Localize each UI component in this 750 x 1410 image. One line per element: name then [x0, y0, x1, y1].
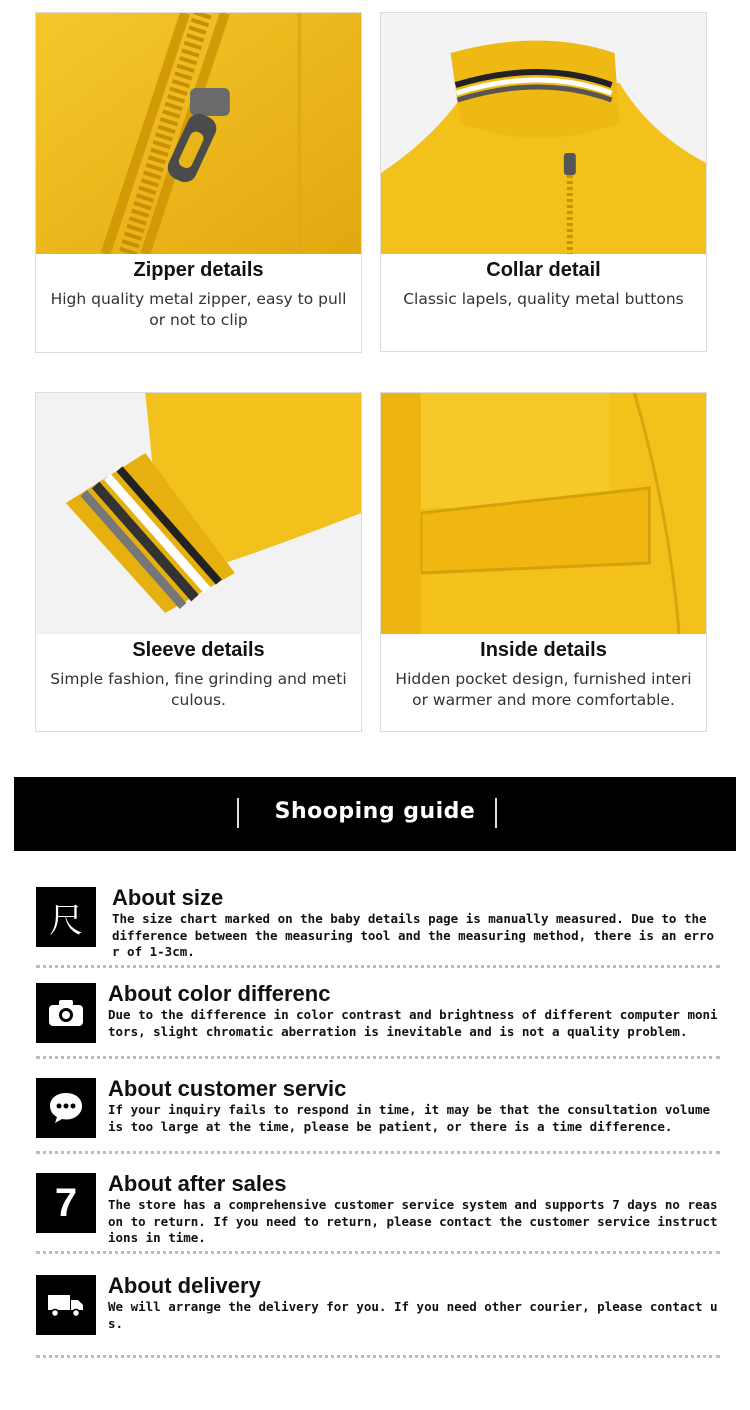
guide-body: We will arrange the delivery for you. If you need other courier, please contact us. — [108, 1299, 718, 1331]
detail-title: Zipper details — [133, 259, 264, 281]
detail-card-sleeve — [35, 392, 362, 732]
dotted-divider — [36, 1355, 720, 1358]
detail-title: Collar detail — [486, 259, 601, 281]
banner-title: Shooping guide — [274, 799, 476, 824]
dotted-divider — [36, 1251, 720, 1254]
detail-card-collar — [380, 12, 707, 352]
shopping-guide-banner — [14, 777, 736, 851]
guide-body: The store has a comprehensive customer service system and supports 7 days no reason to return. If you need to return, please contact the customer service instructions in time. — [108, 1197, 718, 1245]
guide-title: About color differenc — [108, 981, 331, 1006]
chat-bubble-icon — [36, 1078, 96, 1138]
detail-desc: Simple fashion, fine grinding and meti culous. — [50, 670, 347, 709]
detail-card-zipper — [35, 12, 362, 353]
guide-body: If your inquiry fails to respond in time, it may be that the consultation volume is too large at the time, please be patient, or there is a time difference. — [108, 1102, 711, 1134]
guide-title: About after sales — [108, 1171, 287, 1196]
guide-title: About size — [112, 885, 224, 910]
detail-title: Sleeve details — [132, 639, 265, 661]
guide-body: The size chart marked on the baby details page is manually measured. Due to the difference between the measuring tool and the measuring method, there is an error of 1-3cm. — [112, 911, 715, 959]
banner-divider — [495, 798, 497, 828]
seven-days-icon: 7 — [36, 1173, 96, 1233]
dotted-divider — [36, 965, 720, 968]
detail-card-inside — [380, 392, 707, 732]
collar-photo — [381, 13, 706, 254]
sleeve-photo — [36, 393, 361, 634]
dotted-divider — [36, 1151, 720, 1154]
camera-icon — [36, 983, 96, 1043]
detail-desc: Hidden pocket design, furnished interi or warmer and more comfortable. — [395, 670, 692, 709]
guide-title: About delivery — [108, 1273, 261, 1298]
detail-desc: High quality metal zipper, easy to pull or not to clip — [50, 290, 347, 329]
guide-title: About customer servic — [108, 1076, 347, 1101]
inside-photo — [381, 393, 706, 634]
detail-title: Inside details — [480, 639, 607, 661]
guide-body: Due to the difference in color contrast and brightness of different computer monitors, slight chromatic aberration is inevitable and is not a quality problem. — [108, 1007, 718, 1039]
dotted-divider — [36, 1056, 720, 1059]
ruler-char-icon: 尺 — [36, 887, 96, 947]
zipper-photo — [36, 13, 361, 254]
detail-desc: Classic lapels, quality metal buttons — [403, 290, 684, 308]
truck-icon — [36, 1275, 96, 1335]
